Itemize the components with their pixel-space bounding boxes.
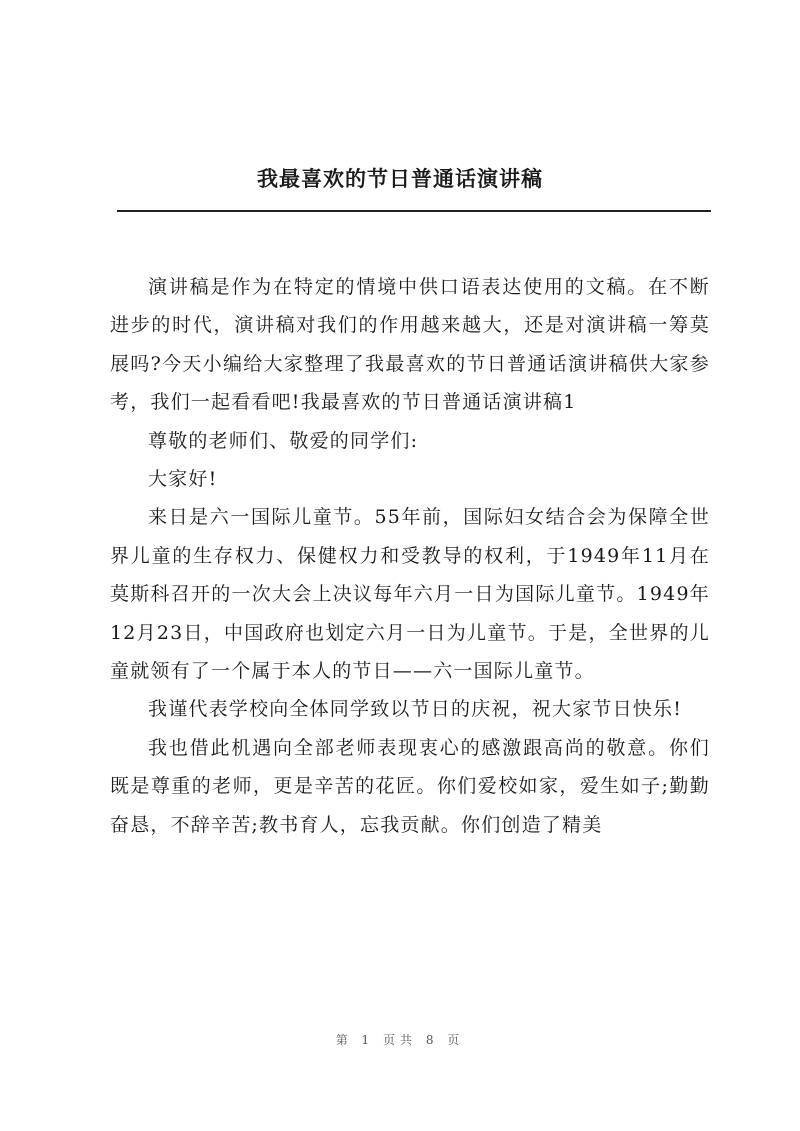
paragraph-intro: 演讲稿是作为在特定的情境中供口语表达使用的文稿。在不断进步的时代，演讲稿对我们的作用越来越大，还是对演讲稿一筹莫展吗?今天小编给大家整理了我最喜欢的节日普通话演讲稿供大家参考，我们一起看看吧!我最喜欢的节日普通话演讲稿1 bbox=[110, 276, 710, 414]
paragraph-gratitude: 我也借此机遇向全部老师表现衷心的感激跟高尚的敬意。你们既是尊重的老师，更是辛苦的花匠。你们爱校如家，爱生如子;勤勤奋恳，不辞辛苦;教书育人，忘我贡献。你们创造了精美 bbox=[110, 736, 710, 836]
paragraph-childrens-day: 来日是六一国际儿童节。55年前，国际妇女结合会为保障全世界儿童的生存权力、保健权力和受教导的权利，于1949年11月在莫斯科召开的一次大会上决议每年六月一日为国际儿童节。1949年12月23日，中国政府也划定六月一日为儿童节。于是，全世界的儿童就领有了一个属于本人的节日——六一国际儿童节。 bbox=[110, 506, 710, 683]
document-body bbox=[110, 268, 710, 844]
paragraph-salutation: 尊敬的老师们、敬爱的同学们: bbox=[148, 429, 419, 452]
paragraph-greeting: 大家好! bbox=[148, 468, 218, 491]
title-divider bbox=[117, 210, 711, 212]
paragraph-wishes: 我谨代表学校向全体同学致以节日的庆祝，祝大家节日快乐! bbox=[148, 698, 683, 721]
page-title: 我最喜欢的节日普通话演讲稿 bbox=[257, 166, 543, 191]
page-footer: 第 1 页共 8 页 bbox=[335, 1033, 465, 1047]
